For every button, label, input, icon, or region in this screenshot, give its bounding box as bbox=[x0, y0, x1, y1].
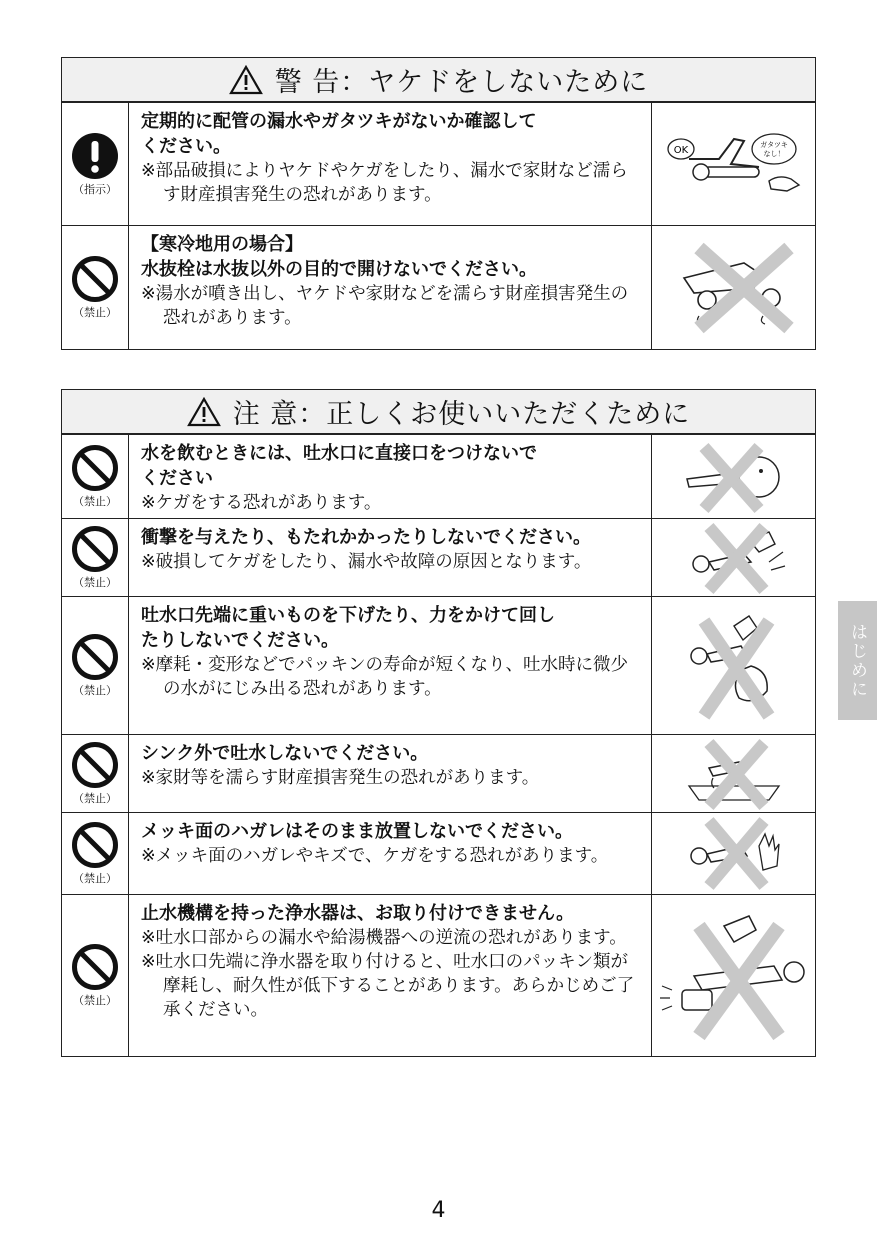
page-number: 4 bbox=[431, 1198, 446, 1223]
caution-row bbox=[62, 812, 815, 894]
prohibition-icon bbox=[71, 525, 119, 573]
symbol-label: （禁止） bbox=[73, 792, 117, 805]
bold-line: 【寒冷地用の場合】 bbox=[141, 234, 303, 255]
bold-line: 吐水口先端に重いものを下げたり、力をかけて回し bbox=[141, 605, 555, 626]
prohibition-icon bbox=[71, 633, 119, 681]
prohibition-symbol bbox=[62, 895, 129, 1056]
hanging-bag-picture bbox=[652, 597, 815, 734]
water-purifier-picture bbox=[652, 895, 815, 1056]
symbol-label: （指示） bbox=[73, 182, 117, 196]
caution-text bbox=[129, 519, 652, 596]
symbol-label: （禁止） bbox=[73, 576, 117, 589]
prohibition-icon bbox=[71, 821, 119, 869]
caution-text bbox=[129, 435, 652, 518]
note: ※吐水口部からの漏水や給湯機器への逆流の恐れがあります。 bbox=[141, 928, 627, 948]
mandatory-symbol bbox=[62, 103, 129, 225]
outside-sink-picture bbox=[652, 735, 815, 812]
drinking-picture bbox=[652, 435, 815, 518]
caution-text bbox=[129, 895, 652, 1056]
prohibition-symbol bbox=[62, 226, 129, 349]
prohibition-symbol bbox=[62, 813, 129, 894]
bold-line: 水抜栓は水抜以外の目的で開けないでください。 bbox=[141, 259, 537, 280]
svg-text:ガタツキ: ガタツキ bbox=[759, 141, 788, 149]
caution-row bbox=[62, 434, 815, 518]
svg-text:なし！: なし！ bbox=[763, 150, 784, 158]
prohibition-icon bbox=[71, 943, 119, 991]
caution-text bbox=[129, 813, 652, 894]
warning-text bbox=[129, 103, 652, 225]
note: ※部品破損によりヤケドやケガをしたり、漏水で家財など濡らす財産損害発生の恐れがあります。 bbox=[141, 161, 628, 205]
prohibition-symbol bbox=[62, 735, 129, 812]
caution-text bbox=[129, 597, 652, 734]
prohibition-icon bbox=[71, 444, 119, 492]
note: ※摩耗・変形などでパッキンの寿命が短くなり、吐水時に微少の水がにじみ出る恐れがあります。 bbox=[141, 655, 628, 699]
caution-title: 注 意：正しくお使いいただくために bbox=[232, 399, 691, 430]
bold-line: 衝撃を与えたり、もたれかかったりしないでください。 bbox=[141, 527, 591, 548]
bold-line: たりしないでください。 bbox=[141, 630, 339, 651]
bold-line: メッキ面のハガレはそのまま放置しないでください。 bbox=[141, 821, 573, 842]
plating-peel-picture bbox=[652, 813, 815, 894]
caution-row bbox=[62, 596, 815, 734]
symbol-label: （禁止） bbox=[73, 495, 117, 508]
symbol-label: （禁止） bbox=[73, 306, 117, 319]
prohibition-icon bbox=[71, 741, 119, 789]
drain-valve-picture bbox=[652, 226, 815, 349]
warning-row bbox=[62, 225, 815, 349]
prohibition-symbol bbox=[62, 435, 129, 518]
impact-picture bbox=[652, 519, 815, 596]
bold-line: 水を飲むときには、吐水口に直接口をつけないで bbox=[141, 443, 537, 464]
warning-row bbox=[62, 102, 815, 225]
faucet-check-picture bbox=[652, 103, 815, 225]
caution-row bbox=[62, 894, 815, 1056]
warning-header bbox=[62, 58, 815, 102]
warning-title: 警 告：ヤケドをしないために bbox=[274, 67, 649, 98]
prohibition-symbol bbox=[62, 597, 129, 734]
note: ※破損してケガをしたり、漏水や故障の原因となります。 bbox=[141, 552, 592, 572]
caution-header bbox=[62, 390, 815, 434]
warning-triangle-icon bbox=[229, 65, 263, 95]
bold-line: ください。 bbox=[141, 136, 231, 157]
caution-triangle-icon bbox=[187, 397, 221, 427]
note: ※吐水口先端に浄水器を取り付けると、吐水口のパッキン類が摩耗し、耐久性が低下することがあります。あらかじめご了承ください。 bbox=[141, 952, 635, 1020]
caution-box bbox=[61, 389, 816, 1057]
caution-row bbox=[62, 734, 815, 812]
prohibition-symbol bbox=[62, 519, 129, 596]
prohibition-icon bbox=[71, 255, 119, 303]
note: ※家財等を濡らす財産損害発生の恐れがあります。 bbox=[141, 768, 540, 788]
warning-box bbox=[61, 57, 816, 350]
caution-text bbox=[129, 735, 652, 812]
bold-line: シンク外で吐水しないでください。 bbox=[141, 743, 429, 764]
symbol-label: （禁止） bbox=[73, 872, 117, 885]
note: ※メッキ面のハガレやキズで、ケガをする恐れがあります。 bbox=[141, 846, 609, 866]
exclamation-icon bbox=[71, 132, 119, 180]
note: ※湯水が噴き出し、ヤケドや家財などを濡らす財産損害発生の恐れがあります。 bbox=[141, 284, 629, 328]
bold-line: 定期的に配管の漏水やガタツキがないか確認して bbox=[141, 111, 537, 132]
symbol-label: （禁止） bbox=[73, 684, 117, 697]
bold-line: 止水機構を持った浄水器は、お取り付けできません。 bbox=[141, 903, 575, 924]
caution-row bbox=[62, 518, 815, 596]
warning-text bbox=[129, 226, 652, 349]
symbol-label: （禁止） bbox=[73, 994, 117, 1007]
svg-text:OK: OK bbox=[673, 145, 688, 156]
bold-line: ください bbox=[141, 468, 213, 489]
note: ※ケガをする恐れがあります。 bbox=[141, 493, 382, 513]
section-tab[interactable]: はじめに bbox=[838, 601, 877, 720]
